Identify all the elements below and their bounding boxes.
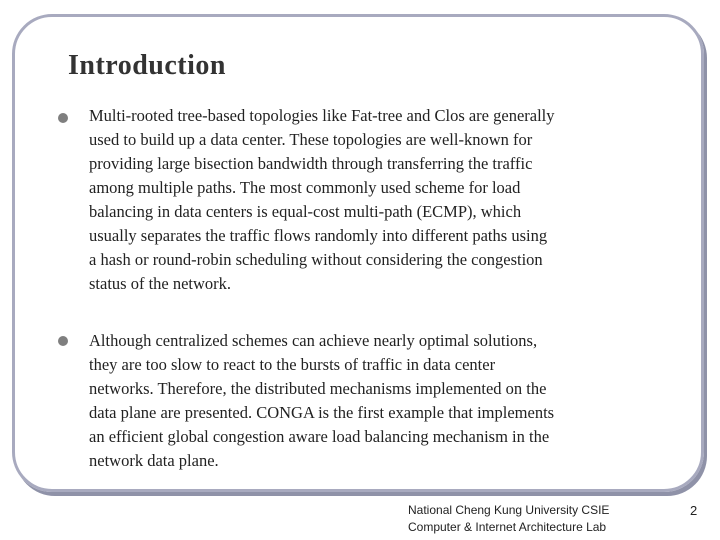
slide-title: Introduction: [68, 50, 226, 81]
bullet-text-ecmp: Multi-rooted tree-based topologies like Fat-tree and Clos are generally used to build up a data center. These topologies are well-known for providing large bisection bandwidth through transferring the traffic among multiple paths. The most commonly used scheme for load balancing in data centers is equal-cost multi-path (ECMP), which usually separates the traffic flows randomly into different paths using a hash or round-robin scheduling without considering the congestion status of the network.: [89, 106, 555, 293]
bullet-text-conga: Although centralized schemes can achieve nearly optimal solutions, they are too slow to react to the bursts of traffic in data center networks. Therefore, the distributed mechanisms implemented on the data plane are presented. CONGA is the first example that implements an efficient global congestion aware load balancing mechanism in the network data plane.: [89, 331, 555, 470]
bullet-dot-icon: [58, 336, 68, 346]
page-number: 2: [690, 503, 698, 518]
footer-affiliation: National Cheng Kung University CSIE Computer & Internet Architecture Lab: [408, 503, 610, 534]
bullet-dot-icon: [58, 113, 68, 123]
